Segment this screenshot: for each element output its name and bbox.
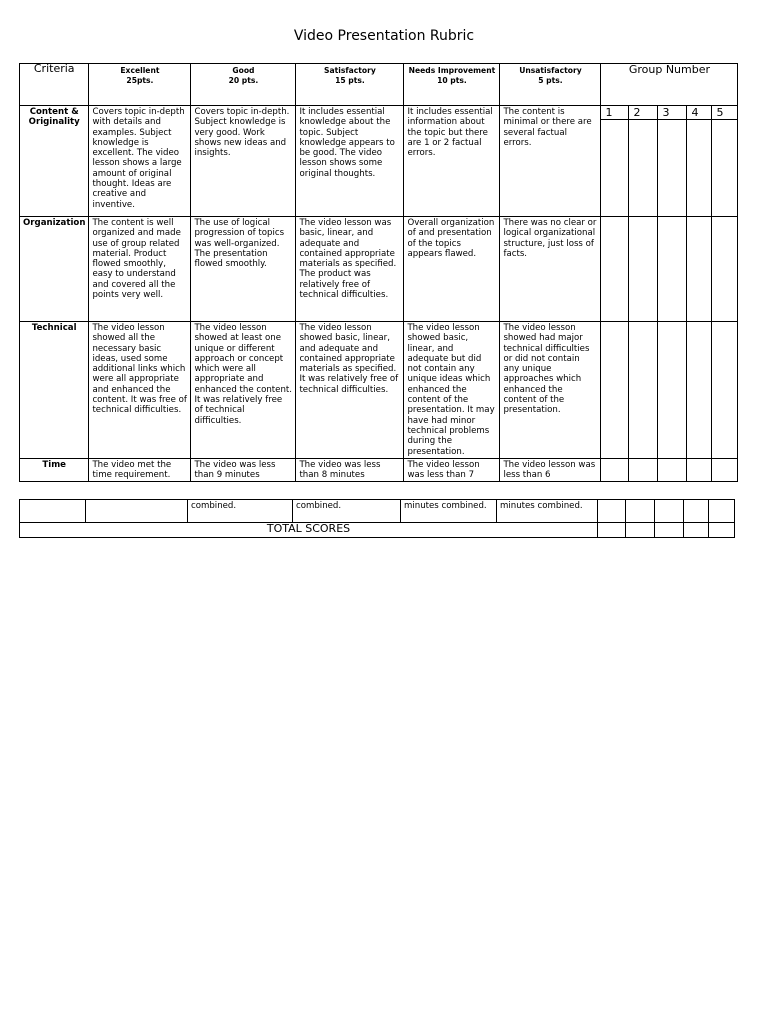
group-score-cell[interactable]: [601, 322, 629, 459]
group-score-cell[interactable]: [687, 106, 712, 217]
total-score-cell[interactable]: [684, 523, 709, 538]
rubric-cell: The video lesson showed at least one unique or different approach or concept which were all appropriate and enhanced the content. It was relatively free of technical difficulties.: [191, 322, 296, 459]
table-row: [20, 500, 735, 523]
group-score-cell[interactable]: [629, 458, 658, 482]
group-score-cell[interactable]: [709, 500, 735, 523]
group-score-cell[interactable]: [712, 322, 738, 459]
rubric-cell: Covers topic in-depth. Subject knowledge is very good. Work shows new ideas and insights.: [191, 106, 296, 217]
level-points: 20 pts.: [228, 76, 259, 85]
group-score-cell[interactable]: [712, 106, 738, 217]
rubric-cell: There was no clear or logical organizational structure, just loss of facts.: [500, 217, 601, 322]
group-score-cell[interactable]: [712, 217, 738, 322]
group-score-cell[interactable]: [598, 500, 626, 523]
rubric-cell: It includes essential information about the topic but there are 1 or 2 factual errors.: [404, 106, 500, 217]
rubric-cell: combined.: [188, 500, 293, 523]
group-score-cell[interactable]: [687, 217, 712, 322]
group-score-cell[interactable]: [629, 217, 658, 322]
rubric-table: [19, 63, 738, 482]
rubric-cell: The video lesson was less than 6: [500, 458, 601, 482]
group-score-cell[interactable]: [601, 458, 629, 482]
rubric-cell: The video was less than 8 minutes: [296, 458, 404, 482]
level-name: Excellent: [120, 66, 160, 75]
group-score-cell[interactable]: [629, 106, 658, 217]
rubric-cell: The content is well organized and made use of group related material. Product flowed smoothly, easy to understand and covered all the points very well.: [89, 217, 191, 322]
rubric-cell: It includes essential knowledge about the topic. Subject knowledge appears to be good. The video lesson shows some original thoughts.: [296, 106, 404, 217]
rubric-cell: The video lesson showed basic, linear, and adequate but did not contain any unique ideas which enhanced the content of the presentation. It may have had minor technical problems during the presentation.: [404, 322, 500, 459]
group-score-cell[interactable]: [658, 322, 687, 459]
group-score-cell[interactable]: [626, 500, 655, 523]
level-header-good: [191, 64, 296, 106]
group-number-label: 5: [712, 106, 737, 120]
page-title: Video Presentation Rubric: [293, 28, 475, 44]
group-score-cell[interactable]: [601, 106, 629, 217]
group-score-cell[interactable]: [658, 106, 687, 217]
level-name: Good: [232, 66, 255, 75]
group-number-label: 1: [601, 106, 628, 120]
rubric-cell: The video lesson showed had major technical difficulties or did not contain any unique approaches which enhanced the content of the presentation.: [500, 322, 601, 459]
group-score-cell[interactable]: [658, 217, 687, 322]
criterion-organization: Organization: [20, 217, 89, 322]
criterion-time: Time: [20, 458, 89, 482]
total-score-cell[interactable]: [709, 523, 735, 538]
rubric-cell: minutes combined.: [401, 500, 497, 523]
total-scores-row: [20, 523, 735, 538]
rubric-cell: The use of logical progression of topics was well-organized. The presentation flowed smoothly.: [191, 217, 296, 322]
level-points: 5 pts.: [538, 76, 563, 85]
level-header-needs-improvement: [404, 64, 500, 106]
group-score-cell[interactable]: [601, 217, 629, 322]
rubric-cell: The video lesson showed basic, linear, and adequate and contained appropriate materials as specified. It was relatively free of technical difficulties.: [296, 322, 404, 459]
group-number-label: 3: [658, 106, 686, 120]
rubric-cell: The content is minimal or there are several factual errors.: [500, 106, 601, 217]
rubric-cell: minutes combined.: [497, 500, 598, 523]
group-score-cell[interactable]: [687, 458, 712, 482]
rubric-cell: The video lesson showed all the necessary basic ideas, used some additional links which were all appropriate and enhanced the content. It was free of technical difficulties.: [89, 322, 191, 459]
rubric-cell: combined.: [293, 500, 401, 523]
rubric-cell: Covers topic in-depth with details and examples. Subject knowledge is excellent. The video lesson shows a large amount of original thought. Ideas are creative and inventive.: [89, 106, 191, 217]
header-row: [20, 64, 738, 106]
table-row: [20, 106, 738, 217]
level-header-satisfactory: [296, 64, 404, 106]
criterion-technical: Technical: [20, 322, 89, 459]
level-header-excellent: [89, 64, 191, 106]
table-row: [20, 322, 738, 459]
group-number-label: 2: [629, 106, 657, 120]
total-score-cell[interactable]: [598, 523, 626, 538]
rubric-cell: [86, 500, 188, 523]
group-score-cell[interactable]: [712, 458, 738, 482]
group-score-cell[interactable]: [687, 322, 712, 459]
group-score-cell[interactable]: [655, 500, 684, 523]
rubric-cell: The video lesson was less than 7: [404, 458, 500, 482]
table-row: [20, 217, 738, 322]
rubric-cell: The video lesson was basic, linear, and adequate and contained appropriate materials as specified. The product was relatively free of technical difficulties.: [296, 217, 404, 322]
rubric-cell: Overall organization of and presentation of the topics appears flawed.: [404, 217, 500, 322]
rubric-cell: [20, 500, 86, 523]
level-name: Needs Improvement: [408, 66, 496, 75]
level-name: Unsatisfactory: [519, 66, 582, 75]
level-header-unsatisfactory: [500, 64, 601, 106]
group-number-header: Group Number: [601, 64, 738, 106]
rubric-table-continuation: [19, 499, 735, 538]
level-points: 10 pts.: [437, 76, 467, 85]
group-number-label: 4: [687, 106, 711, 120]
level-name: Satisfactory: [324, 66, 376, 75]
group-score-cell[interactable]: [629, 322, 658, 459]
rubric-cell: The video met the time requirement.: [89, 458, 191, 482]
criteria-header: Criteria: [20, 64, 89, 106]
group-score-cell[interactable]: [684, 500, 709, 523]
total-score-cell[interactable]: [626, 523, 655, 538]
rubric-cell: The video was less than 9 minutes: [191, 458, 296, 482]
level-points: 15 pts.: [335, 76, 365, 85]
group-score-cell[interactable]: [658, 458, 687, 482]
level-points: 25pts.: [126, 76, 154, 85]
total-score-cell[interactable]: [655, 523, 684, 538]
total-scores-label: TOTAL SCORES: [20, 523, 598, 538]
criterion-content-originality: Content & Originality: [20, 106, 89, 217]
table-row: [20, 458, 738, 482]
